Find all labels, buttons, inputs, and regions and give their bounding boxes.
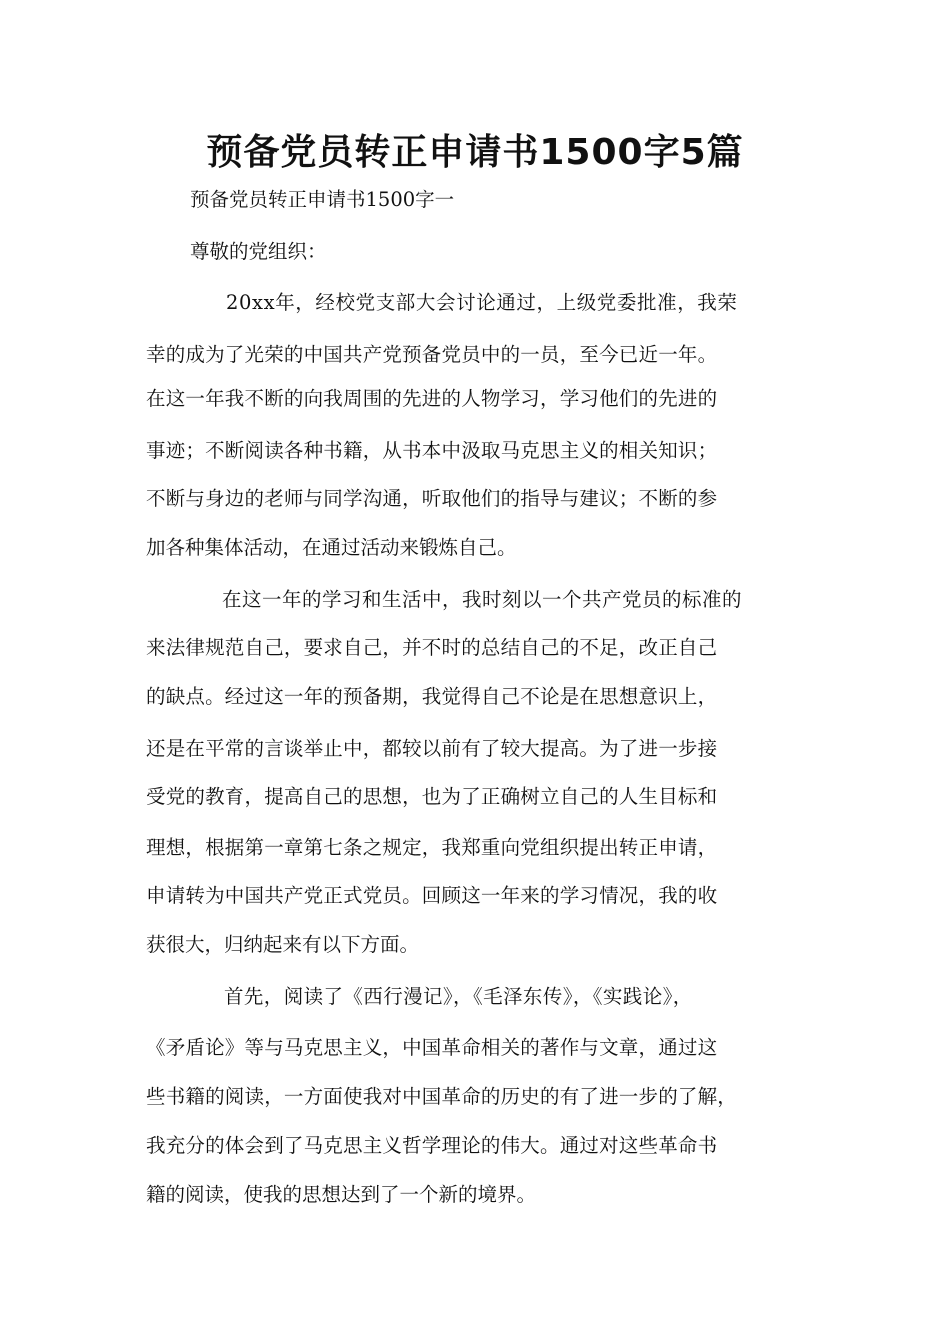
paragraph-1-line-1: 20xx年，经校党支部大会讨论通过，上级党委批准，我荣 [226,291,738,314]
document-title: 预备党员转正申请书1500字5篇 [206,132,744,173]
paragraph-1-line-6: 加各种集体活动，在通过活动来锻炼自己。 [146,536,517,559]
paragraph-3-line-3: 些书籍的阅读，一方面使我对中国革命的历史的有了进一步的了解， [146,1085,738,1108]
paragraph-3-line-4: 我充分的体会到了马克思主义哲学理论的伟大。通过对这些革命书 [146,1134,718,1157]
paragraph-3-line-1: 首先，阅读了《西行漫记》，《毛泽东传》，《实践论》， [224,985,693,1008]
paragraph-2-line-4: 还是在平常的言谈举止中，都较以前有了较大提高。为了进一步接 [146,737,718,760]
paragraph-2-line-1: 在这一年的学习和生活中，我时刻以一个共产党员的标准的 [222,588,743,611]
paragraph-2-line-6: 理想，根据第一章第七条之规定，我郑重向党组织提出转正申请， [146,836,718,859]
paragraph-1-line-5: 不断与身边的老师与同学沟通，听取他们的指导与建议；不断的参 [146,487,718,510]
paragraph-3-line-5: 籍的阅读，使我的思想达到了一个新的境界。 [146,1183,537,1206]
paragraph-1-line-2: 幸的成为了光荣的中国共产党预备党员中的一员，至今已近一年。 [146,343,718,366]
paragraph-1-line-3: 在这一年我不断的向我周围的先进的人物学习，学习他们的先进的 [146,387,718,410]
section-subtitle: 预备党员转正申请书1500字一 [190,188,455,211]
paragraph-2-line-2: 来法律规范自己，要求自己，并不时的总结自己的不足，改正自己 [146,636,718,659]
paragraph-1-line-4: 事迹；不断阅读各种书籍，从书本中汲取马克思主义的相关知识； [146,439,718,462]
paragraph-2-line-8: 获很大，归纳起来有以下方面。 [146,933,420,956]
salutation: 尊敬的党组织： [190,240,327,263]
paragraph-2-line-5: 受党的教育，提高自己的思想，也为了正确树立自己的人生目标和 [146,785,718,808]
paragraph-3-line-2: 《矛盾论》等与马克思主义，中国革命相关的著作与文章，通过这 [146,1036,718,1059]
paragraph-2-line-3: 的缺点。经过这一年的预备期，我觉得自己不论是在思想意识上， [146,685,718,708]
paragraph-2-line-7: 申请转为中国共产党正式党员。回顾这一年来的学习情况，我的收 [146,884,718,907]
